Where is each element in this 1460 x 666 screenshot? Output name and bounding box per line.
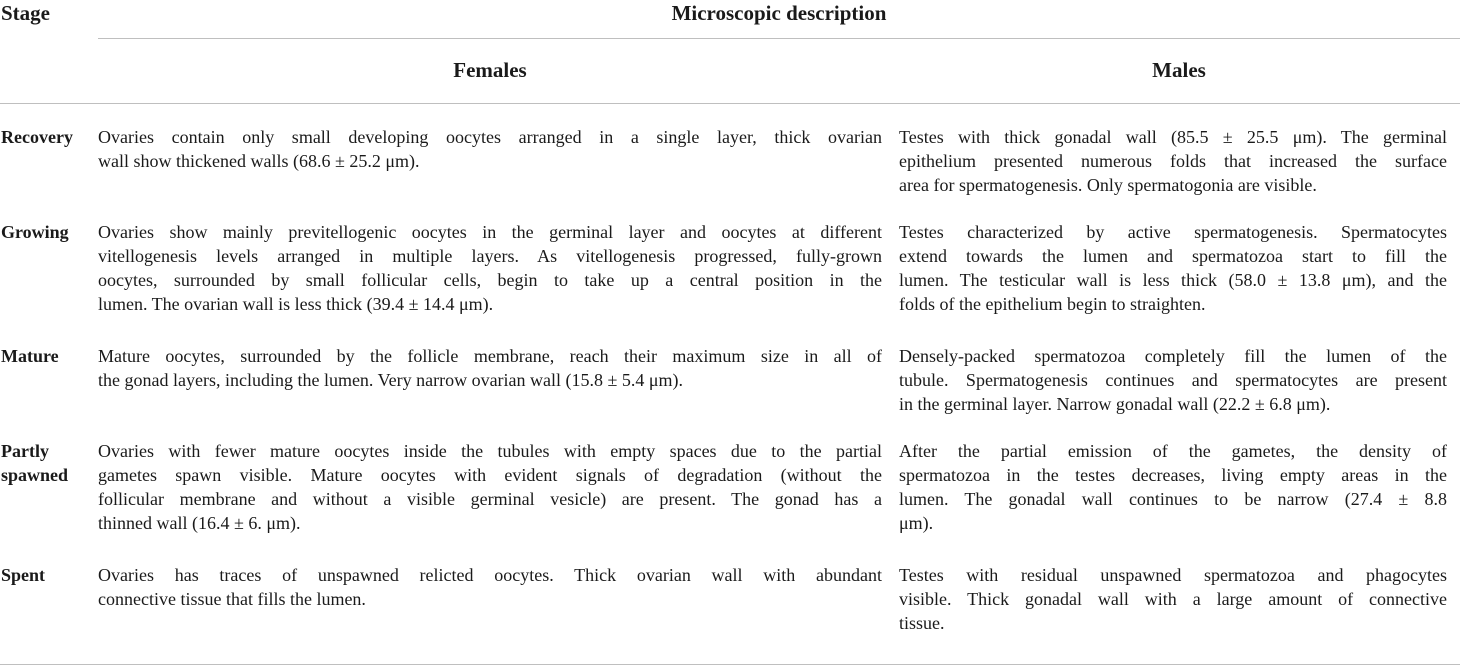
males-cell bbox=[899, 439, 1447, 535]
males-line: area for spermatogenesis. Only spermatogonia are visible. bbox=[899, 175, 1317, 195]
males-line: in the germinal layer. Narrow gonadal wall (22.2 ± 6.8 μm). bbox=[899, 394, 1331, 414]
stage-line: Recovery bbox=[1, 127, 73, 147]
females-cell bbox=[98, 439, 882, 535]
females-cell bbox=[98, 344, 882, 392]
males-line: epithelium presented numerous folds that increased the surface bbox=[899, 151, 1447, 171]
males-cell bbox=[899, 344, 1447, 416]
stage-line: spawned bbox=[1, 465, 69, 485]
females-line: the gonad layers, including the lumen. Very narrow ovarian wall (15.8 ± 5.4 μm). bbox=[98, 370, 684, 390]
males-line: Densely-packed spermatozoa completely fill the lumen of the bbox=[899, 346, 1447, 366]
males-line: Testes with thick gonadal wall (85.5 ± 25.5 μm). The germinal bbox=[899, 127, 1447, 147]
females-line: Mature oocytes, surrounded by the follicle membrane, reach their maximum size in all of bbox=[98, 346, 882, 366]
females-line: follicular membrane and without a visible germinal vesicle) are present. The gonad has a bbox=[98, 489, 882, 509]
females-cell bbox=[98, 220, 882, 316]
table-bottom-rule bbox=[0, 664, 1460, 665]
header-females: Females bbox=[453, 58, 527, 82]
males-line: lumen. The gonadal wall continues to be narrow (27.4 ± 8.8 bbox=[899, 489, 1447, 509]
females-line: Ovaries show mainly previtellogenic oocytes in the germinal layer and oocytes at different bbox=[98, 222, 882, 242]
stage-line: Partly bbox=[1, 441, 49, 461]
stage-line: Growing bbox=[1, 222, 69, 242]
males-line: visible. Thick gonadal wall with a large amount of connective bbox=[899, 589, 1447, 609]
stage-cell bbox=[1, 220, 93, 244]
header-bottom-rule bbox=[0, 103, 1460, 104]
females-line: connective tissue that fills the lumen. bbox=[98, 589, 366, 609]
males-line: extend towards the lumen and spermatozoa start to fill the bbox=[899, 246, 1447, 266]
females-line: wall show thickened walls (68.6 ± 25.2 μm). bbox=[98, 151, 420, 171]
males-cell bbox=[899, 563, 1447, 635]
males-cell bbox=[899, 220, 1447, 316]
header-microscopic-description: Microscopic description bbox=[671, 1, 887, 25]
males-cell bbox=[899, 125, 1447, 197]
females-line: gametes spawn visible. Mature oocytes with evident signals of degradation (without the bbox=[98, 465, 882, 485]
males-line: μm). bbox=[899, 513, 934, 533]
females-line: Ovaries with fewer mature oocytes inside the tubules with empty spaces due to the partial bbox=[98, 441, 882, 461]
females-line: lumen. The ovarian wall is less thick (39.4 ± 14.4 μm). bbox=[98, 294, 494, 314]
females-line: thinned wall (16.4 ± 6. μm). bbox=[98, 513, 301, 533]
header-divider bbox=[98, 38, 1460, 39]
males-line: After the partial emission of the gametes, the density of bbox=[899, 441, 1447, 461]
females-line: Ovaries contain only small developing oocytes arranged in a single layer, thick ovarian bbox=[98, 127, 882, 147]
males-line: tissue. bbox=[899, 613, 945, 633]
males-line: lumen. The testicular wall is less thick (58.0 ± 13.8 μm), and the bbox=[899, 270, 1447, 290]
stage-cell bbox=[1, 344, 93, 368]
females-cell bbox=[98, 563, 882, 611]
header-stage: Stage bbox=[1, 1, 50, 25]
females-line: oocytes, surrounded by small follicular cells, begin to take up a central position in the bbox=[98, 270, 882, 290]
males-line: folds of the epithelium begin to straighten. bbox=[899, 294, 1206, 314]
header-males: Males bbox=[1152, 58, 1206, 82]
females-line: Ovaries has traces of unspawned relicted oocytes. Thick ovarian wall with abundant bbox=[98, 565, 882, 585]
females-line: vitellogenesis levels arranged in multiple layers. As vitellogenesis progressed, fully-grown bbox=[98, 246, 882, 266]
males-line: Testes characterized by active spermatogenesis. Spermatocytes bbox=[899, 222, 1447, 242]
males-line: tubule. Spermatogenesis continues and spermatocytes are present bbox=[899, 370, 1447, 390]
stage-cell bbox=[1, 125, 93, 149]
males-line: Testes with residual unspawned spermatozoa and phagocytes bbox=[899, 565, 1447, 585]
males-line: spermatozoa in the testes decreases, living empty areas in the bbox=[899, 465, 1447, 485]
stage-cell bbox=[1, 563, 93, 587]
stage-line: Spent bbox=[1, 565, 46, 585]
stage-line: Mature bbox=[1, 346, 59, 366]
stage-cell bbox=[1, 439, 93, 487]
females-cell bbox=[98, 125, 882, 173]
